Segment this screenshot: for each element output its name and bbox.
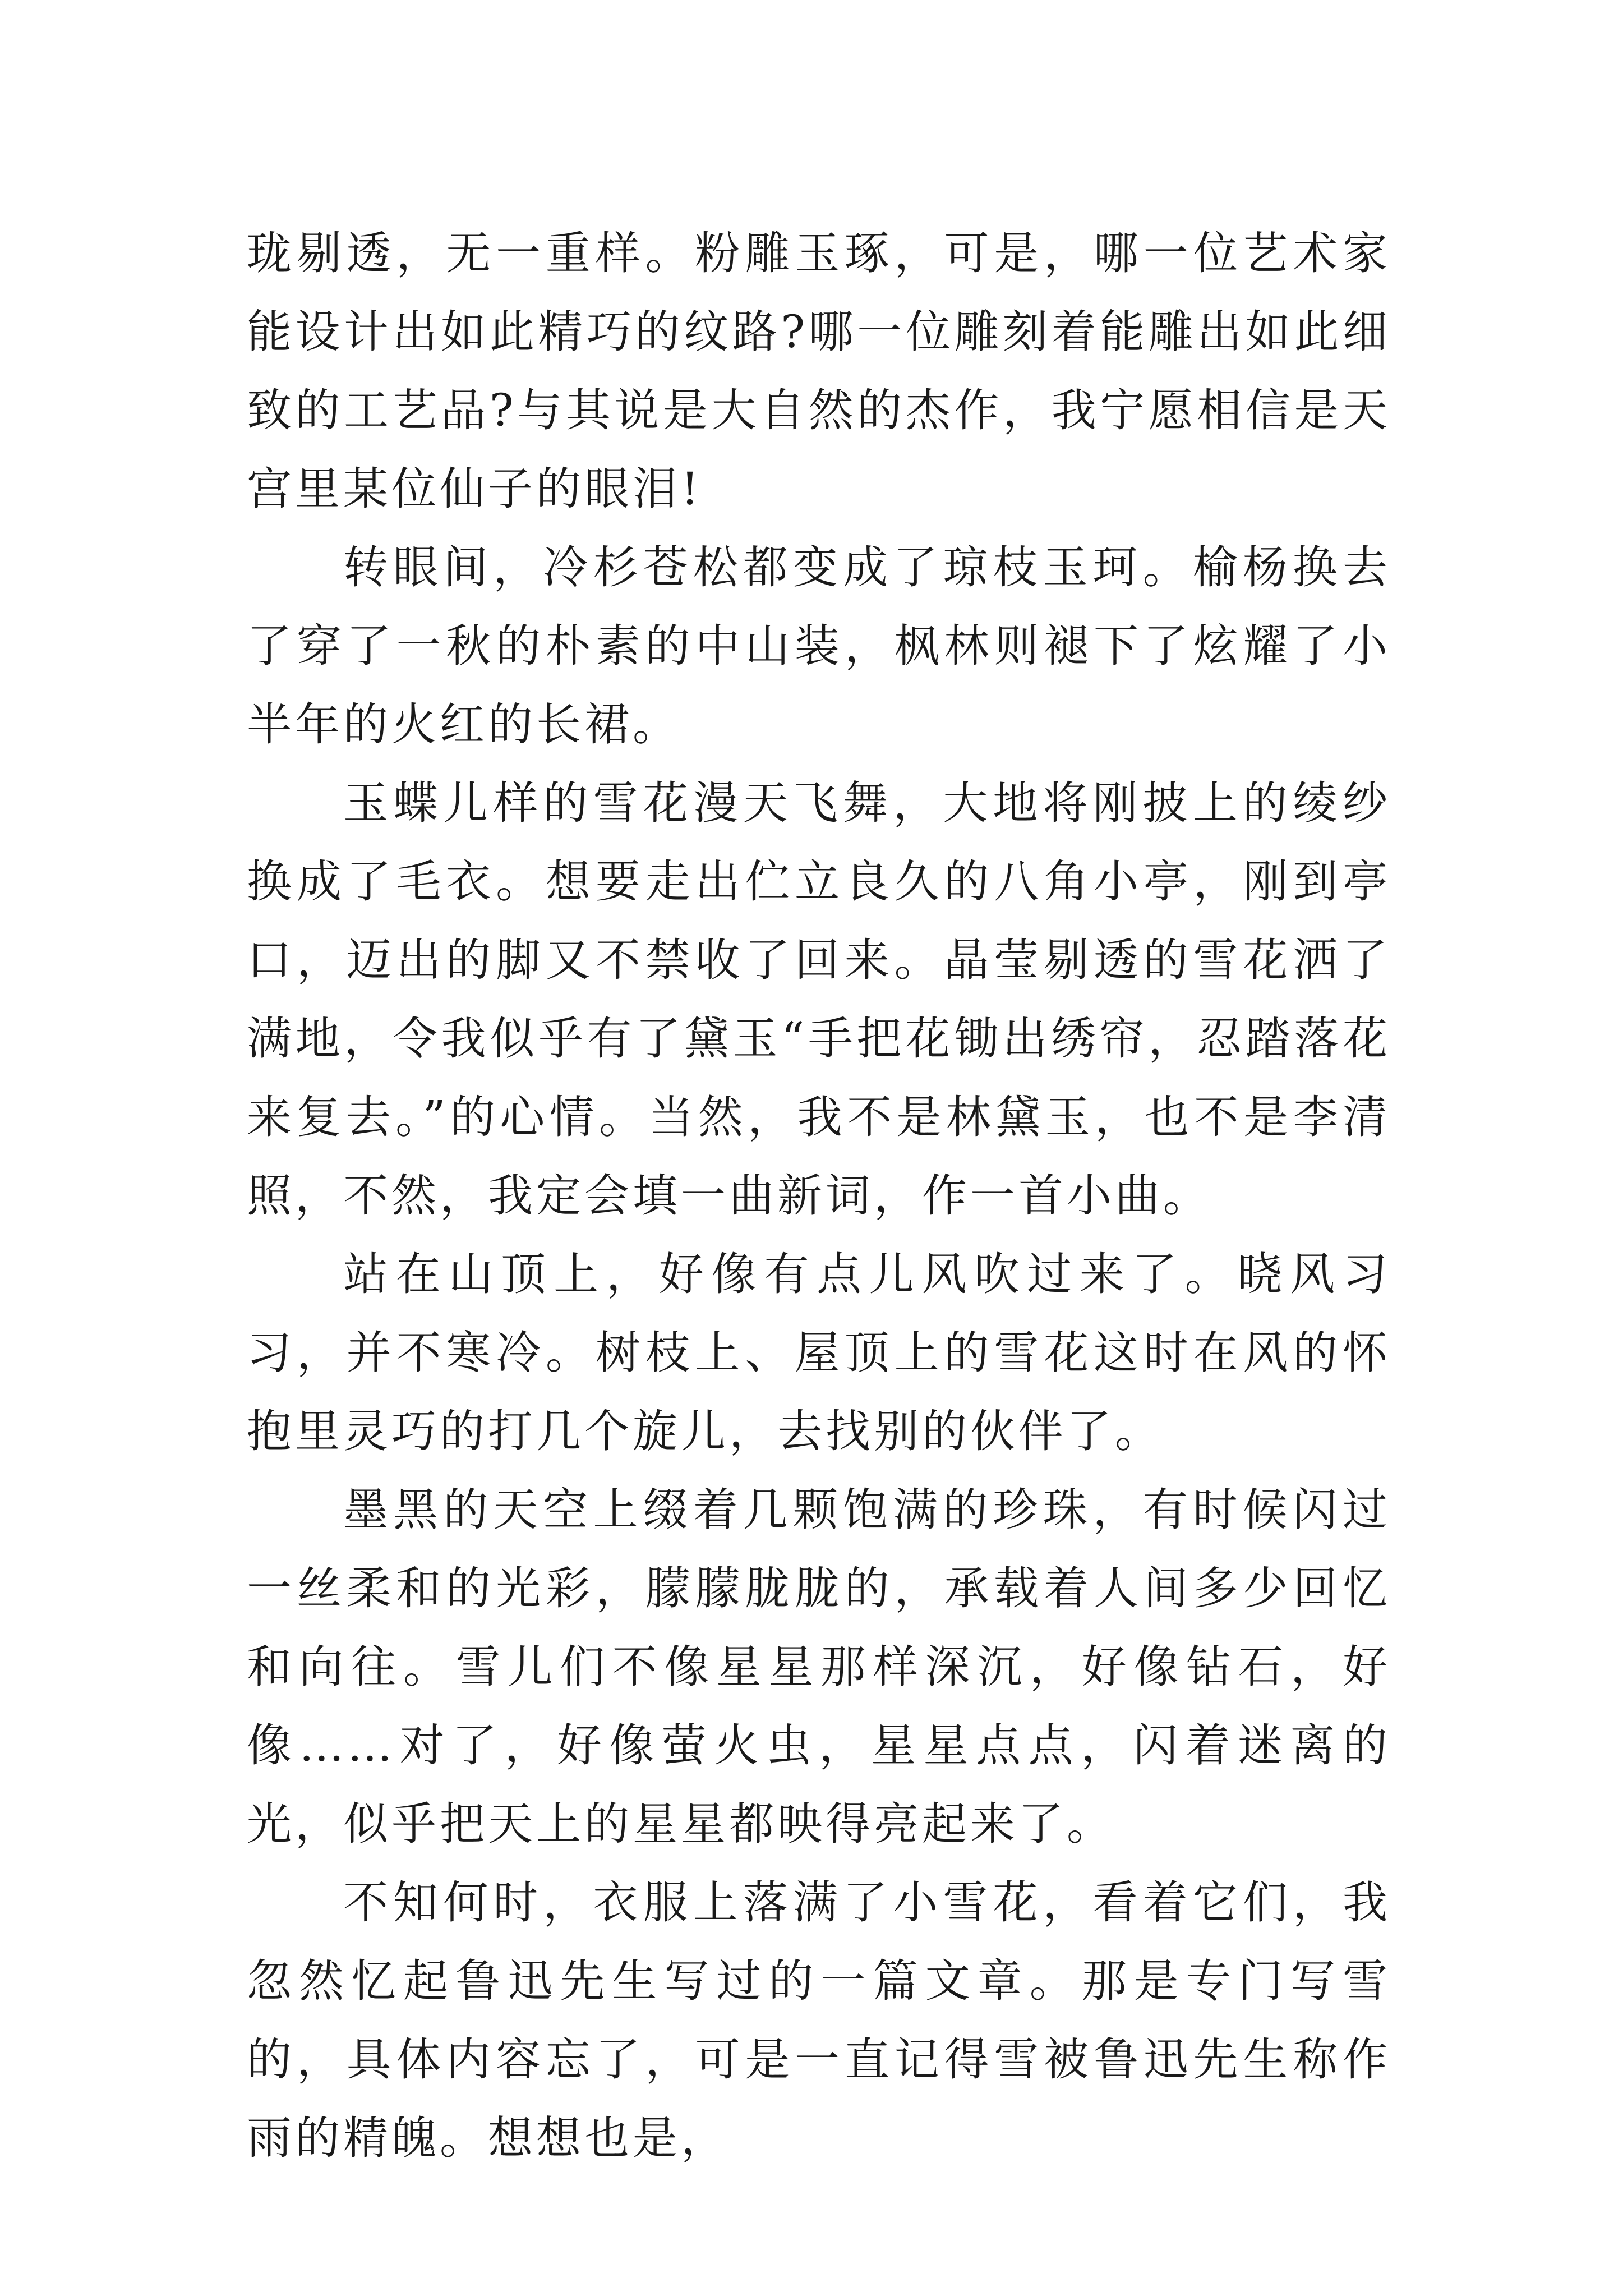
paragraph-5: 墨黑的天空上缀着几颗饱满的珍珠，有时候闪过一丝柔和的光彩，朦朦胧胧的，承载着人间多少回忆和向往。雪儿们不像星星那样深沉，好像钻石，好像……对了，好像萤火虫，星星点点，闪着迷离的光，似乎把天上的星星都映得亮起来了。 <box>247 1484 1391 1850</box>
document-body <box>247 214 1391 2178</box>
paragraph-2: 转眼间，冷杉苍松都变成了琼枝玉珂。榆杨换去了穿了一秋的朴素的中山装，枫林则褪下了炫耀了小半年的火红的长裙。 <box>247 541 1391 751</box>
paragraph-4: 站在山顶上，好像有点儿风吹过来了。晓风习习，并不寒冷。树枝上、屋顶上的雪花这时在风的怀抱里灵巧的打几个旋儿，去找别的伙伴了。 <box>247 1248 1391 1457</box>
paragraph-1: 珑剔透，无一重样。粉雕玉琢，可是，哪一位艺术家能设计出如此精巧的纹路?哪一位雕刻着能雕出如此细致的工艺品?与其说是大自然的杰作，我宁愿相信是天宫里某位仙子的眼泪! <box>247 227 1391 515</box>
paragraph-3: 玉蝶儿样的雪花漫天飞舞，大地将刚披上的绫纱换成了毛衣。想要走出伫立良久的八角小亭，刚到亭口，迈出的脚又不禁收了回来。晶莹剔透的雪花洒了满地，令我似乎有了黛玉“手把花锄出绣帘，忍踏落花来复去。”的心情。当然，我不是林黛玉，也不是李清照，不然，我定会填一曲新词，作一首小曲。 <box>247 777 1391 1222</box>
paragraph-6: 不知何时，衣服上落满了小雪花，看着它们，我忽然忆起鲁迅先生写过的一篇文章。那是专门写雪的，具体内容忘了，可是一直记得雪被鲁迅先生称作雨的精魄。想想也是， <box>247 1876 1391 2164</box>
